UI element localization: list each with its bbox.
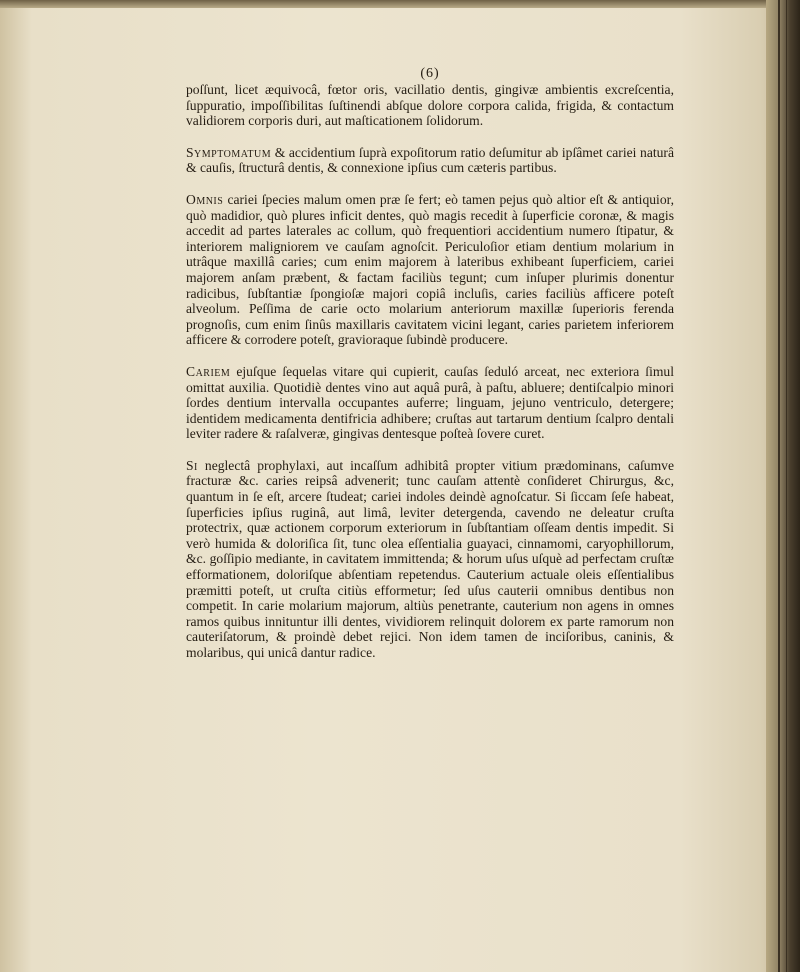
paragraph-lead: Si (186, 457, 198, 473)
paragraph-lead: Omnis (186, 191, 224, 207)
page-text-block (186, 66, 674, 661)
paragraph-3 (186, 192, 674, 348)
paragraph-text: cariei ſpecies malum omen præ ſe fert; eò tamen pejus quò altior eſt & antiquior, quò madidior, quò plures inficit dentes, quò magis recedit à ſuperficie coronæ, & magis accedit ad partes laterales ac collum, quò frequentiori accidentium numero ſtipatur, & interiorem maligniorem ve cauſam agnoſcit. Periculoſior etiam dentium molarium in utrâque maxillâ caries; cum enim majorem à lateribus exhibeant ſuperficiem, cariei majorem anſam præbent, & factam faciliùs tegunt; cum inſuper plurimis donentur radicibus, ſubſtantiæ ſpongioſæ majori copiâ incluſis, caries faciliùs afficere poteſt alveolum. Peſſima de carie octo molarium anteriorum maxillæ ſuperioris ferenda prognoſis, cum enim ſinûs maxillaris cavitatem vicini legant, caries parietem inferiorem afficere & corrodere poteſt, gravioraque ſubindè producere. (186, 191, 674, 348)
paragraph-lead: Cariem (186, 363, 231, 379)
binding-line (786, 0, 787, 972)
paragraph-lead: Symptomatum (186, 144, 272, 160)
binding-line (778, 0, 780, 972)
paragraph-text: neglectâ prophylaxi, aut incaſſum adhibitâ propter vitium prædominans, caſumve fracturæ &c. caries reipsâ advenerit; tunc cauſam attentè conſideret Chirurgus, &c, quantum in ſe eſt, arcere ſtudeat; cariei indoles deindè agnoſcatur. Si ſiccam ſeſe habeat, ſuperficies ipſius ruginâ, aut limâ, leviter detergenda, cavendo ne deleatur cruſta protectrix, quæ actionem corporum exteriorum in ſubſtantiam oſſeam dentis impedit. Si verò humida & doloriſica ſit, tunc olea eſſentialia guayaci, cinnamomi, caryophillorum, &c. goſſipio mediante, in cavitatem immittenda; & horum uſus uſquè ad perfectam cruſtæ efformationem, doloriſque abſentiam repetendus. Cauterium actuale oleis eſſentialibus præmitti poteſt, ut cruſta citiùs efformetur; ſed uſus cauterii omnibus dentibus non competit. In carie molarium majorum, altiùs penetrante, cauterium non agens in omnes ramos quibus innituntur illi dentes, vividiorem relinquit dolorem ex parte ramorum non cauteriſatorum, & proindè debet rejici. Non idem tamen de inciſoribus, caninis, & molaribus, qui unicâ dantur radice. (186, 457, 674, 660)
page-number: (6) (420, 66, 440, 81)
paragraph-text: ejuſque ſequelas vitare qui cupierit, cauſas ſeduló arceat, nec exteriora ſimul omittat auxilia. Quotidiè dentes vino aut aquâ purâ, à paſtu, abluere; dentiſcalpio minori ſordes dentium intervalla occupantes auferre; linguam, jejuno ventriculo, detergere; identidem medicamenta dentifricia adhibere; cruſtas aut tartarum dentium ſcalpro dentali leviter radere & raſalveræ, gingivas dentesque poſteà ſovere curet. (186, 363, 674, 442)
paragraph-text: & accidentium ſuprà expoſitorum ratio deſumitur ab ipſâmet cariei naturâ & cauſis, ſtructurâ dentis, & connexione ipſius cum cæteris partibus. (186, 144, 674, 176)
book-binding (766, 0, 800, 972)
page-top-edge (0, 0, 800, 8)
paragraph-2 (186, 145, 674, 176)
paragraph-4 (186, 364, 674, 442)
paragraph-5 (186, 458, 674, 661)
paragraph-text: poſſunt, licet æquivocâ, fœtor oris, vacillatio dentis, gingivæ ambientis excreſcentia, ſuppuratio, impoſſibilitas ſuſtinendi abſque dolore corpora calida, frigida, & contactum validiorem corporis duri, aut maſticationem ſolidorum. (186, 82, 674, 129)
paragraph-1 (186, 82, 674, 129)
